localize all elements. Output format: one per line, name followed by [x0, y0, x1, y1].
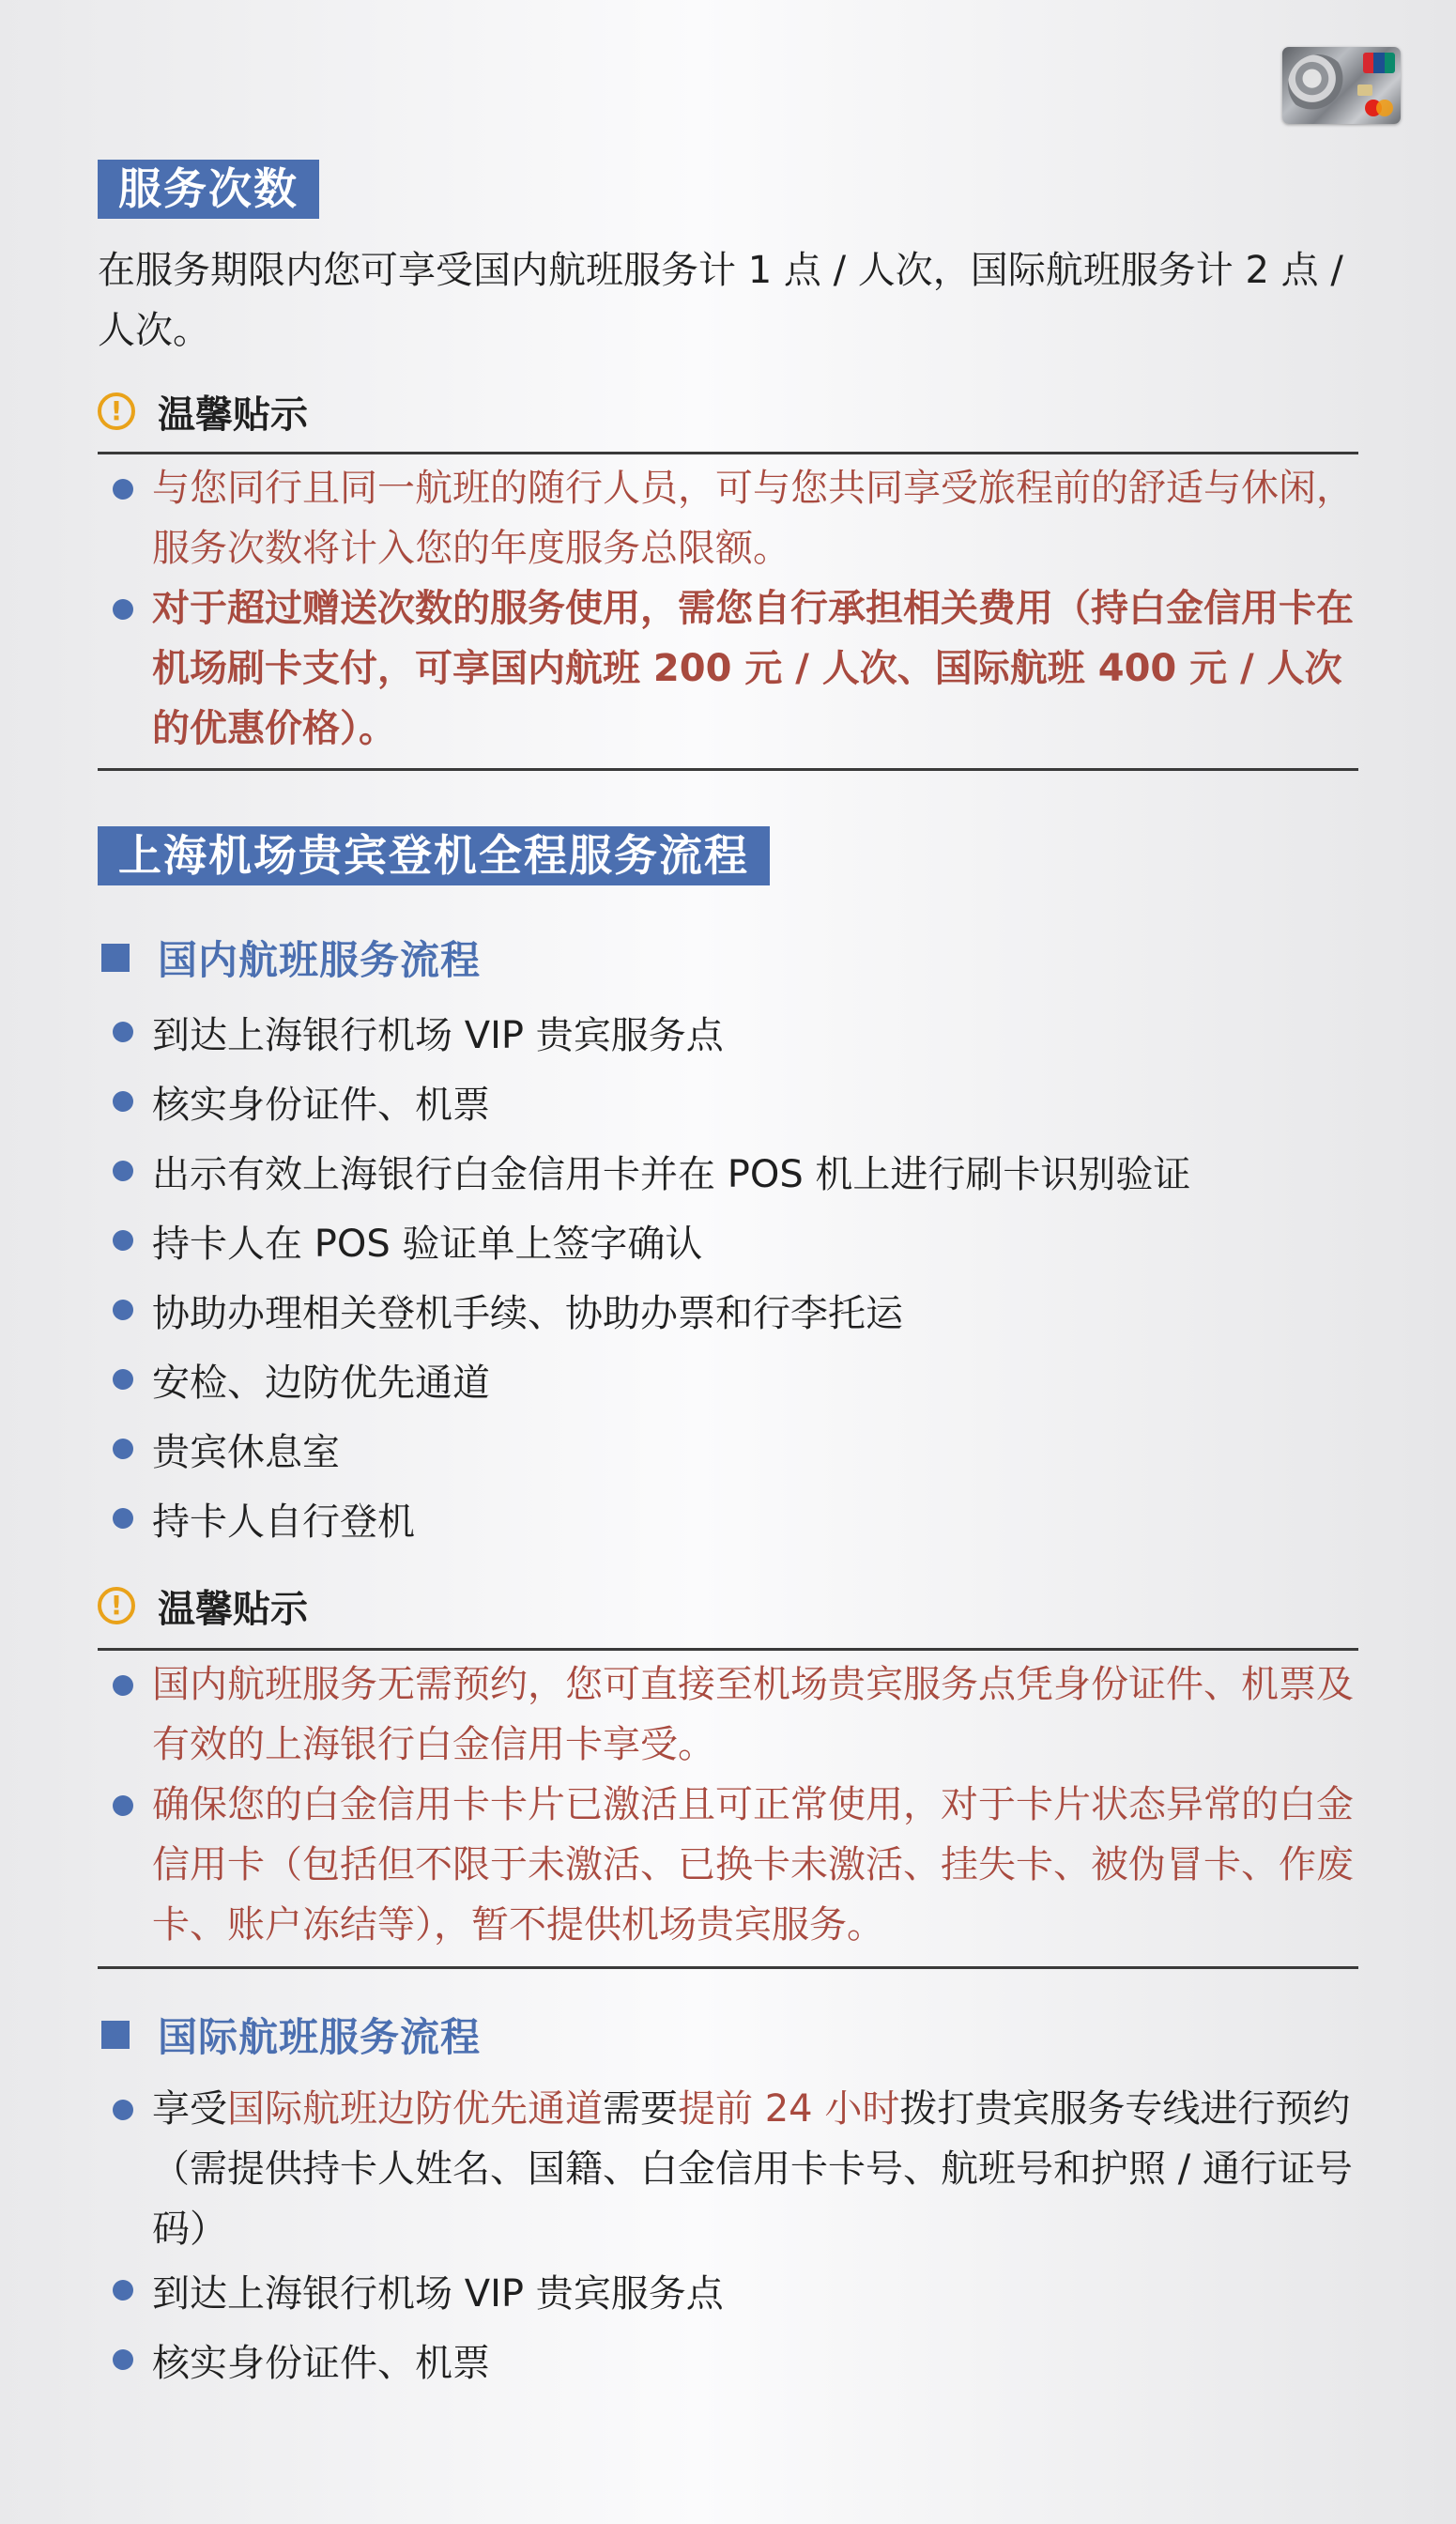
bullet-dot-icon [113, 1022, 133, 1042]
bullet-dot-icon [113, 1161, 133, 1181]
subsection-title: 国际航班服务流程 [158, 2014, 482, 2060]
divider [98, 1648, 1358, 1651]
mastercard-logo-icon [1365, 100, 1393, 116]
bullet-dot-icon [113, 1369, 133, 1390]
bullet-dot-icon [113, 1091, 133, 1112]
list-item: 对于超过赠送次数的服务使用，需您自行承担相关费用（持白金信用卡在机场刷卡支付，可享国内航班 200 元 / 人次、国际航班 400 元 / 人次的优惠价格）。 [98, 578, 1374, 759]
card-pattern [1288, 54, 1348, 115]
section-title-service-count: 服务次数 [98, 160, 319, 219]
bullet-dot-icon [113, 1439, 133, 1459]
section-title-process: 上海机场贵宾登机全程服务流程 [98, 826, 770, 885]
divider [98, 768, 1358, 771]
service-count-text: 在服务期限内您可享受国内航班服务计 1 点 / 人次，国际航班服务计 2 点 / 人次。 [98, 249, 1343, 352]
card-chip-icon [1357, 85, 1372, 96]
list-item: 贵宾休息室 [98, 1418, 1374, 1487]
tip-title: 温馨贴示 [158, 392, 308, 437]
square-icon [101, 2021, 130, 2049]
bullet-dot-icon [113, 1230, 133, 1251]
tip-header [98, 383, 308, 439]
tip-list [98, 458, 1374, 759]
bullet-dot-icon [113, 1300, 133, 1320]
list-item: 协助办理相关登机手续、协助办票和行李托运 [98, 1279, 1374, 1348]
list-item: 与您同行且同一航班的随行人员，可与您共同享受旅程前的舒适与休闲，服务次数将计入您的年度服务总限额。 [98, 458, 1374, 578]
bullet-dot-icon [113, 1508, 133, 1529]
bullet-dot-icon [113, 2349, 133, 2370]
bullet-dot-icon [113, 479, 133, 500]
list-item: 持卡人在 POS 验证单上签字确认 [98, 1209, 1374, 1279]
international-steps-list [98, 2079, 1374, 2398]
list-item: 安检、边防优先通道 [98, 1348, 1374, 1418]
unionpay-logo-icon [1363, 53, 1395, 73]
tip-title: 温馨贴示 [158, 1587, 308, 1631]
bullet-dot-icon [113, 2280, 133, 2301]
subsection-header-domestic [101, 930, 481, 986]
list-item: 到达上海银行机场 VIP 贵宾服务点 [98, 1001, 1374, 1070]
tip-header [98, 1578, 308, 1634]
exclamation-circle-icon: ! [98, 392, 135, 430]
bullet-dot-icon [113, 1675, 133, 1696]
list-item: 核实身份证件、机票 [98, 2329, 1374, 2398]
list-item: 出示有效上海银行白金信用卡并在 POS 机上进行刷卡识别验证 [98, 1140, 1374, 1209]
list-item: 确保您的白金信用卡卡片已激活且可正常使用，对于卡片状态异常的白金信用卡（包括但不限于未激活、已换卡未激活、挂失卡、被伪冒卡、作废卡、账户冻结等），暂不提供机场贵宾服务。 [98, 1775, 1374, 1955]
list-item: 享受国际航班边防优先通道需要提前 24 小时拨打贵宾服务专线进行预约（需提供持卡人姓名、国籍、白金信用卡卡号、航班号和护照 / 通行证号码） [98, 2079, 1374, 2259]
credit-card-image [1282, 47, 1401, 124]
divider [98, 1966, 1358, 1969]
subsection-header-international [101, 2007, 481, 2063]
exclamation-circle-icon: ! [98, 1587, 135, 1624]
list-item: 核实身份证件、机票 [98, 1070, 1374, 1140]
domestic-steps-list [98, 1001, 1374, 1557]
subsection-title: 国内航班服务流程 [158, 937, 482, 983]
list-item: 持卡人自行登机 [98, 1487, 1374, 1557]
tip-list [98, 1654, 1374, 1955]
divider [98, 452, 1358, 454]
bullet-dot-icon [113, 1795, 133, 1816]
list-item: 到达上海银行机场 VIP 贵宾服务点 [98, 2259, 1374, 2329]
list-item: 国内航班服务无需预约，您可直接至机场贵宾服务点凭身份证件、机票及有效的上海银行白金信用卡享受。 [98, 1654, 1374, 1775]
bullet-dot-icon [113, 599, 133, 620]
bullet-dot-icon [113, 2100, 133, 2120]
square-icon [101, 944, 130, 972]
